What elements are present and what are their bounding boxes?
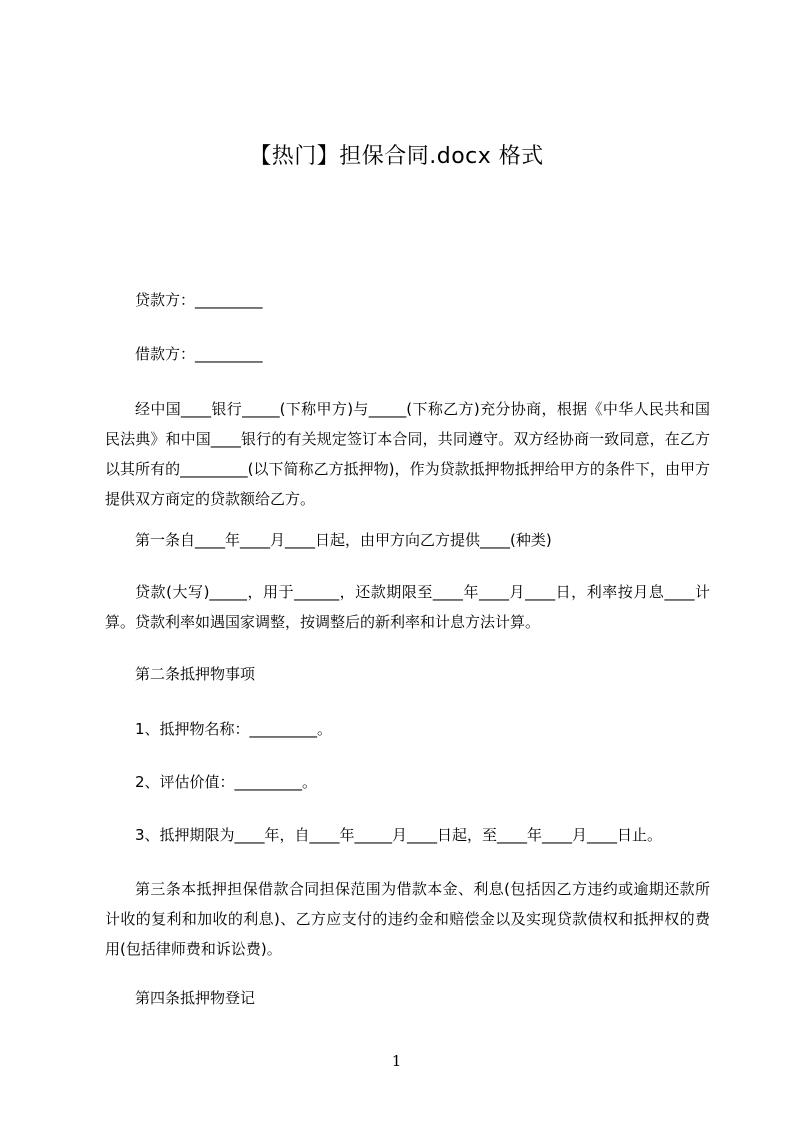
article-2-heading: 第二条抵押物事项 xyxy=(135,665,256,683)
article-3-paragraph: 第三条本抵押担保借款合同担保范围为借款本金、利息(包括因乙方违约或逾期还款所计收的复利和加收的利息)、乙方应支付的违约金和赔偿金以及实现贷款债权和抵押权的费用(包括律师费和诉讼费)。 xyxy=(105,880,710,958)
document-title: 【热门】担保合同.docx 格式 xyxy=(249,144,544,169)
loan-terms-paragraph: 贷款(大写)_____，用于______，还款期限至____年____月____日，利率按月息____计算。贷款利率如遇国家调整，按调整后的新利率和计息方法计算。 xyxy=(105,583,710,631)
page-number: 1 xyxy=(391,1052,402,1070)
lender-line: 贷款方：_________ xyxy=(135,291,263,309)
preamble-paragraph: 经中国____银行_____(下称甲方)与_____(下称乙方)充分协商，根据《中华人民共和国民法典》和中国____银行的有关规定签订本合同，共同遵守。双方经协商一致同意，在乙方以其所有的_________(以下简称乙方抵押物)，作为贷款抵押物抵押给甲方的条件下，由甲方提供双方商定的贷款额给乙方。 xyxy=(105,400,710,508)
valuation-item: 2、评估价值：_________。 xyxy=(135,773,318,791)
borrower-line: 借款方：_________ xyxy=(135,345,263,363)
mortgage-term-item: 3、抵押期限为____年，自____年_____月____日起，至____年____月____日止。 xyxy=(135,826,663,844)
article-4-heading: 第四条抵押物登记 xyxy=(135,989,256,1007)
article-1-heading: 第一条自____年____月____日起，由甲方向乙方提供____(种类) xyxy=(135,531,552,549)
collateral-name-item: 1、抵押物名称：_________。 xyxy=(135,720,333,738)
